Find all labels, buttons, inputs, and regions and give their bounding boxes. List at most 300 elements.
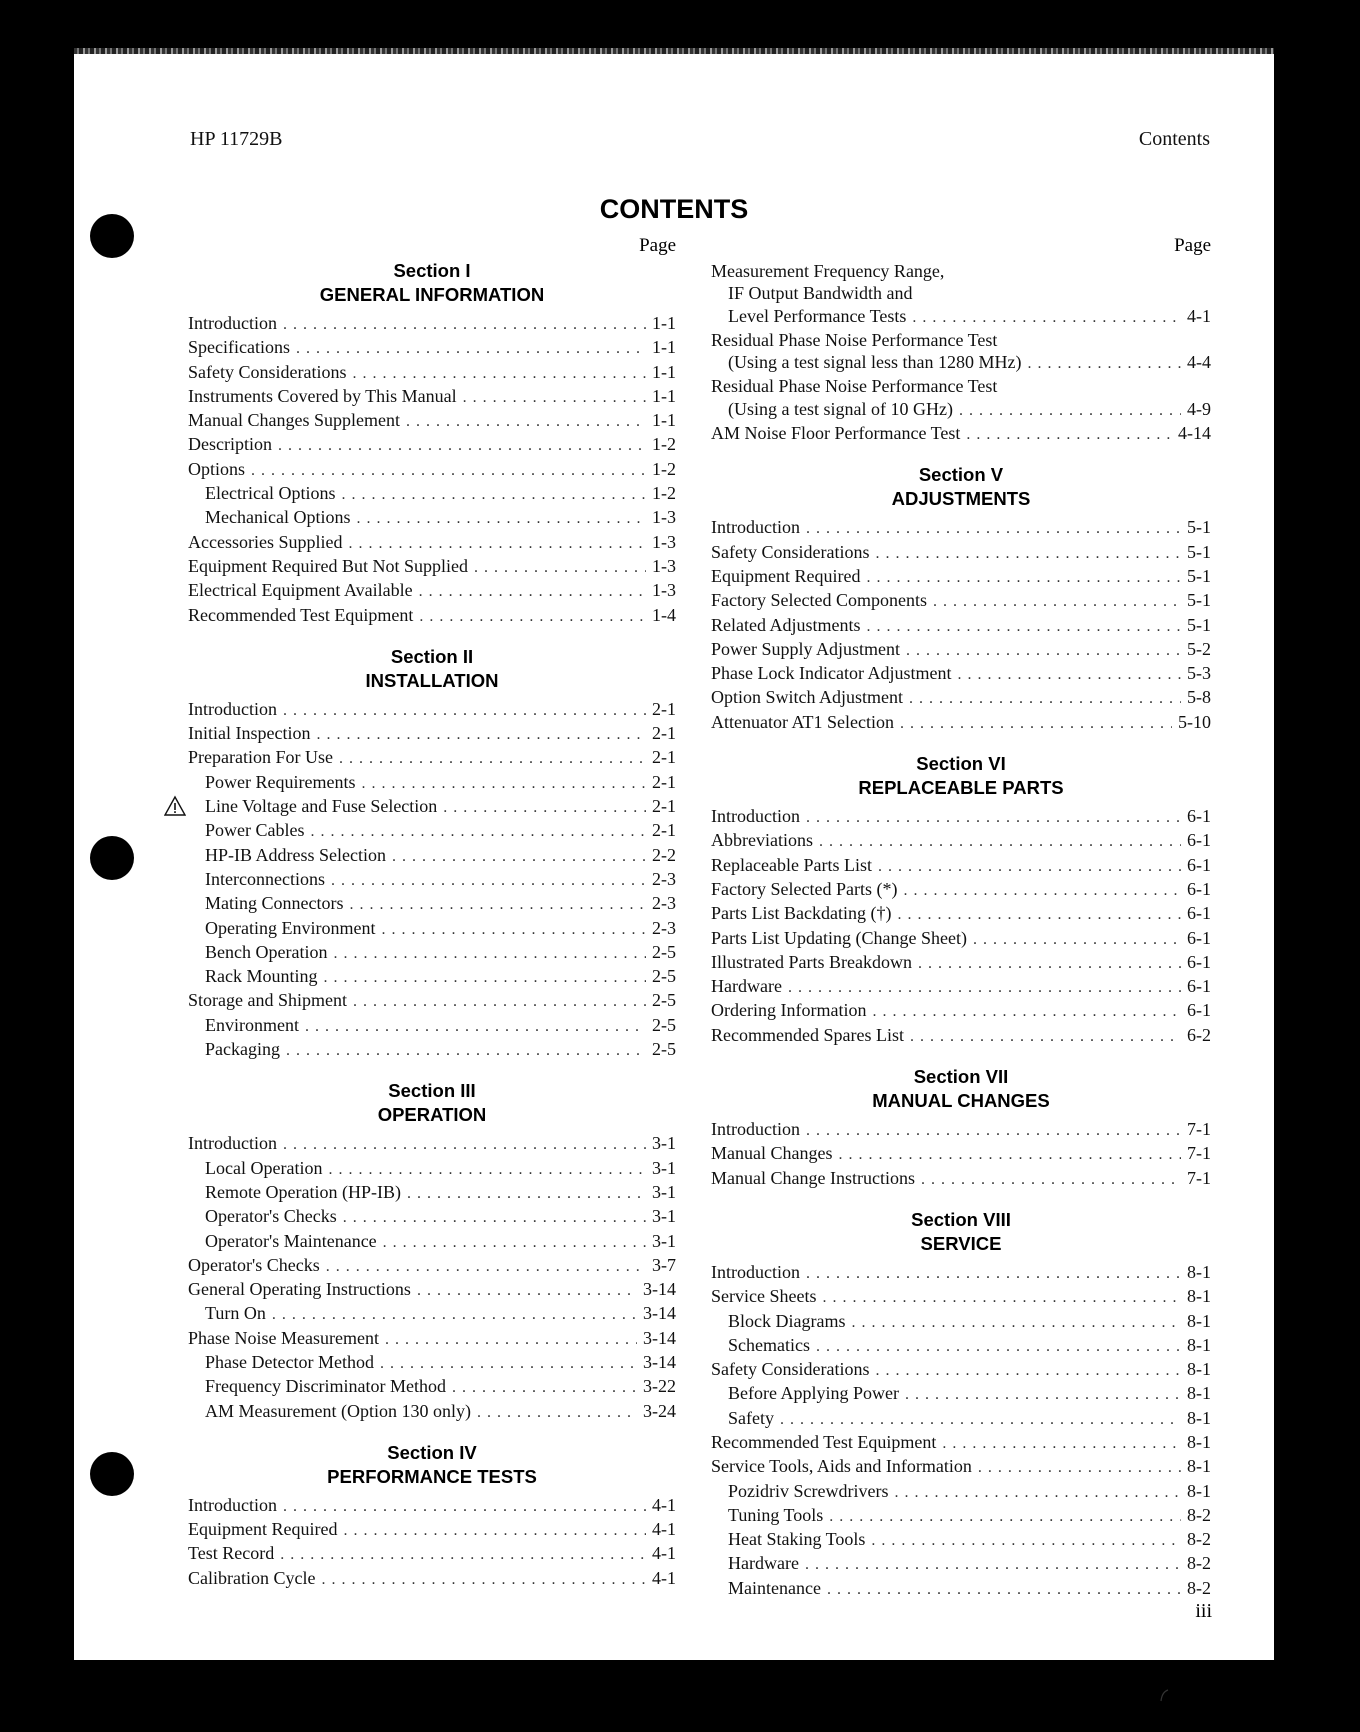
toc-entry[interactable] <box>711 638 1211 662</box>
toc-entry-page: 6-1 <box>1187 927 1211 948</box>
toc-entry[interactable] <box>711 589 1211 613</box>
toc-entry[interactable] <box>188 965 676 989</box>
dot-leader <box>443 797 646 819</box>
toc-entry[interactable] <box>188 604 676 628</box>
toc-entry[interactable] <box>188 361 676 385</box>
toc-section <box>711 464 1211 735</box>
dot-leader <box>872 1001 1181 1023</box>
toc-entry[interactable] <box>711 541 1211 565</box>
toc-entry[interactable] <box>711 1310 1211 1334</box>
toc-entry[interactable] <box>188 746 676 770</box>
toc-entry-page: 2-3 <box>652 893 676 914</box>
toc-entry[interactable] <box>711 854 1211 878</box>
toc-entry-title: Calibration Cycle <box>188 1567 316 1588</box>
dot-leader <box>871 1530 1181 1552</box>
toc-entry-page: 4-1 <box>652 1543 676 1564</box>
dot-leader <box>959 400 1181 422</box>
dot-leader <box>331 870 646 892</box>
toc-entry-title: Power Supply Adjustment <box>711 638 901 659</box>
dot-leader <box>381 919 646 941</box>
toc-entry[interactable] <box>711 1118 1211 1142</box>
toc-entry[interactable] <box>188 722 676 746</box>
dot-leader <box>326 1256 646 1278</box>
toc-right-column <box>711 232 1211 1619</box>
toc-entry[interactable] <box>188 1351 676 1375</box>
dot-leader <box>806 1120 1181 1142</box>
dot-leader <box>918 953 1181 975</box>
toc-entry[interactable] <box>188 1132 676 1156</box>
toc-entry-title: Initial Inspection <box>188 723 311 744</box>
section-heading: GENERAL INFORMATION <box>319 284 545 305</box>
toc-entry-page: 3-22 <box>643 1376 676 1397</box>
toc-entry-title: Mechanical Options <box>205 507 351 528</box>
toc-entry-page: 5-3 <box>1187 663 1211 684</box>
toc-entry[interactable] <box>188 771 676 795</box>
toc-entry[interactable] <box>188 1181 676 1205</box>
dot-leader <box>283 1496 646 1518</box>
toc-entry[interactable] <box>188 1038 676 1062</box>
toc-entry[interactable] <box>188 482 676 506</box>
toc-entry-title: Introduction <box>188 1133 277 1154</box>
toc-entry-title: Related Adjustments <box>711 614 861 635</box>
toc-entry[interactable] <box>188 892 676 916</box>
toc-entry-page: 5-8 <box>1187 687 1211 708</box>
toc-entry-title: Local Operation <box>205 1157 323 1178</box>
toc-entry[interactable] <box>188 868 676 892</box>
dot-leader <box>973 929 1181 951</box>
toc-entry[interactable] <box>711 1334 1211 1358</box>
dot-leader <box>822 1287 1181 1309</box>
toc-entry-page: 2-2 <box>652 844 676 865</box>
toc-entry-title: Power Cables <box>205 820 305 841</box>
section-heading: OPERATION <box>377 1104 487 1126</box>
toc-entry-title: Specifications <box>188 337 290 358</box>
toc-entry-page: 5-2 <box>1187 638 1211 659</box>
toc-entry-title: Description <box>188 434 272 455</box>
warning-triangle-icon <box>164 795 186 817</box>
dot-leader <box>296 338 646 360</box>
toc-entry-title: AM Noise Floor Performance Test <box>711 423 961 444</box>
toc-entry-page: 2-5 <box>652 1014 676 1035</box>
toc-entry[interactable] <box>188 1014 676 1038</box>
toc-entry-title: Power Requirements <box>205 771 356 792</box>
toc-entry-page: 6-1 <box>1187 951 1211 972</box>
toc-entry[interactable] <box>711 829 1211 853</box>
toc-entry[interactable] <box>711 614 1211 638</box>
toc-section <box>711 1066 1211 1191</box>
toc-entry[interactable] <box>711 999 1211 1023</box>
toc-entry[interactable] <box>188 698 676 722</box>
dot-leader <box>361 773 646 795</box>
toc-entry[interactable] <box>711 1285 1211 1309</box>
toc-entry[interactable] <box>711 1577 1211 1601</box>
dot-leader <box>353 991 646 1013</box>
toc-entry[interactable] <box>188 1254 676 1278</box>
toc-entry-title: Instruments Covered by This Manual <box>188 385 457 406</box>
toc-entry-page: 6-2 <box>1187 1024 1211 1045</box>
toc-entry-page: 2-5 <box>652 966 676 987</box>
toc-entry[interactable] <box>711 951 1211 975</box>
section-number: Section VII <box>913 1066 1009 1088</box>
toc-entry-title: Introduction <box>711 517 800 538</box>
dot-leader <box>897 904 1181 926</box>
section-number: Section I <box>393 260 471 281</box>
toc-entry[interactable] <box>188 1375 676 1399</box>
toc-entry[interactable] <box>188 531 676 555</box>
dot-leader <box>875 1360 1181 1382</box>
toc-entry-title: Operator's Checks <box>188 1254 320 1275</box>
toc-entry-title: Accessories Supplied <box>188 531 343 552</box>
dot-leader <box>463 387 646 409</box>
section-heading: INSTALLATION <box>365 669 499 691</box>
section-heading: SERVICE <box>920 1232 1002 1254</box>
toc-entry-page: 1-2 <box>652 434 676 455</box>
toc-entry-page: 2-1 <box>652 820 676 841</box>
toc-entry[interactable] <box>711 1552 1211 1576</box>
page-number: iii <box>1195 1600 1212 1622</box>
toc-section <box>711 753 1211 1048</box>
toc-entry[interactable] <box>188 312 676 336</box>
toc-entry-title: Manual Changes Supplement <box>188 410 400 431</box>
toc-entry-page: 5-1 <box>1187 590 1211 611</box>
toc-entry-page: 8-1 <box>1187 1359 1211 1380</box>
toc-entry-title: Service Tools, Aids and Information <box>711 1456 972 1477</box>
dot-leader <box>251 460 646 482</box>
toc-entry[interactable] <box>188 458 676 482</box>
toc-entry-title: Recommended Test Equipment <box>188 604 414 625</box>
toc-entry-title: Options <box>188 458 246 479</box>
toc-entry-title: Parts List Backdating (†) <box>711 903 892 924</box>
toc-entry[interactable] <box>711 516 1211 540</box>
toc-entry[interactable] <box>711 927 1211 951</box>
toc-entry[interactable] <box>711 878 1211 902</box>
toc-entry[interactable] <box>188 1205 676 1229</box>
dot-leader <box>407 1183 646 1205</box>
toc-entry[interactable] <box>711 1142 1211 1166</box>
toc-entry[interactable] <box>188 1327 676 1351</box>
dot-leader <box>905 1384 1181 1406</box>
toc-entry-title: Preparation For Use <box>188 747 333 768</box>
toc-entry[interactable] <box>711 1407 1211 1431</box>
toc-entry-title: Introduction <box>711 1261 800 1282</box>
toc-entry-page: 5-1 <box>1187 541 1211 562</box>
toc-entry[interactable] <box>188 1157 676 1181</box>
header-section: Contents <box>1138 128 1210 150</box>
dot-leader <box>816 1336 1181 1358</box>
toc-entry-page: 1-3 <box>652 531 676 552</box>
toc-entry-title: (Using a test signal less than 1280 MHz) <box>728 352 1022 373</box>
dot-leader <box>343 1207 646 1229</box>
toc-entry-title: Packaging <box>205 1039 280 1060</box>
toc-entry[interactable] <box>188 1518 676 1542</box>
toc-entry[interactable] <box>711 1261 1211 1285</box>
toc-entry-title: Safety Considerations <box>711 541 870 562</box>
toc-entry-page: 3-14 <box>643 1351 676 1372</box>
dot-leader <box>894 1482 1181 1504</box>
dot-leader <box>912 307 1181 329</box>
toc-entry-page: 6-1 <box>1187 1000 1211 1021</box>
toc-entry-page: 2-1 <box>652 747 676 768</box>
dot-leader <box>942 1433 1181 1455</box>
toc-entry[interactable] <box>188 1542 676 1566</box>
toc-entry-title: Introduction <box>188 1494 277 1515</box>
dot-leader <box>349 894 646 916</box>
dot-leader <box>978 1457 1181 1479</box>
dot-leader <box>477 1402 637 1424</box>
toc-entry[interactable] <box>711 565 1211 589</box>
toc-entry[interactable] <box>711 1382 1211 1406</box>
toc-entry-page: 7-1 <box>1187 1119 1211 1140</box>
dot-leader <box>341 484 646 506</box>
toc-entry[interactable] <box>711 711 1211 735</box>
toc-entry[interactable] <box>188 795 676 819</box>
binder-hole-icon <box>90 836 134 880</box>
toc-entry[interactable] <box>711 1480 1211 1504</box>
toc-entry-title: Service Sheets <box>711 1286 817 1307</box>
dot-leader <box>788 977 1181 999</box>
toc-entry-page: 4-1 <box>652 1567 676 1588</box>
toc-entry-page: 3-1 <box>652 1133 676 1154</box>
toc-entry[interactable] <box>188 385 676 409</box>
dot-leader <box>339 748 646 770</box>
dot-leader <box>452 1377 637 1399</box>
toc-entry-page: 2-1 <box>652 698 676 719</box>
toc-entry-title: Introduction <box>711 806 800 827</box>
toc-entry-title: Electrical Equipment Available <box>188 580 413 601</box>
dot-leader <box>419 606 646 628</box>
toc-entry[interactable] <box>711 902 1211 926</box>
toc-entry[interactable] <box>188 555 676 579</box>
toc-entry-page: 6-1 <box>1187 830 1211 851</box>
dot-leader <box>321 1569 646 1591</box>
toc-entry-page: 3-24 <box>643 1400 676 1421</box>
toc-entry-page: 6-1 <box>1187 878 1211 899</box>
toc-entry-title: Recommended Test Equipment <box>711 1431 937 1452</box>
toc-entry-title: Operating Environment <box>205 917 376 938</box>
toc-entry-line: Measurement Frequency Range, <box>711 261 945 281</box>
toc-entry-title: Remote Operation (HP-IB) <box>205 1181 401 1202</box>
toc-entry[interactable] <box>711 1167 1211 1191</box>
toc-entry-title: Storage and Shipment <box>188 990 347 1011</box>
toc-entry-page: 8-2 <box>1187 1529 1211 1550</box>
toc-entry-title: Equipment Required <box>711 565 861 586</box>
toc-entry-page: 3-1 <box>652 1181 676 1202</box>
toc-entry-line: IF Output Bandwidth and <box>728 283 913 304</box>
dot-leader <box>1027 353 1181 375</box>
toc-entry-page: 8-1 <box>1187 1456 1211 1477</box>
toc-entry[interactable] <box>188 579 676 603</box>
dot-leader <box>966 424 1172 446</box>
toc-entry[interactable] <box>711 422 1211 446</box>
toc-entry[interactable] <box>188 506 676 530</box>
toc-entry-title: Operator's Checks <box>205 1206 337 1227</box>
toc-entry-page: 6-1 <box>1187 806 1211 827</box>
toc-entry-page: 2-1 <box>652 771 676 792</box>
toc-entry[interactable] <box>188 433 676 457</box>
toc-entry-page: 8-1 <box>1187 1480 1211 1501</box>
dot-leader <box>352 363 646 385</box>
toc-entry-page: 6-1 <box>1187 976 1211 997</box>
toc-entry-title: Introduction <box>188 313 277 333</box>
toc-entry-title: Turn On <box>205 1303 266 1324</box>
dot-leader <box>921 1169 1181 1191</box>
toc-entry-page: 1-3 <box>652 507 676 528</box>
dot-leader <box>324 967 647 989</box>
toc-entry[interactable] <box>711 975 1211 999</box>
stray-mark-icon <box>1158 1688 1172 1702</box>
page-top-edge <box>74 48 1274 54</box>
toc-entry[interactable] <box>711 305 1211 329</box>
dot-leader <box>933 591 1181 613</box>
dot-leader <box>417 1280 637 1302</box>
toc-entry-page: 1-2 <box>652 458 676 479</box>
toc-entry-page: 2-3 <box>652 917 676 938</box>
dot-leader <box>819 831 1181 853</box>
dot-leader <box>806 807 1181 829</box>
toc-entry[interactable] <box>188 1494 676 1518</box>
toc-entry-title: Parts List Updating (Change Sheet) <box>711 927 967 948</box>
toc-entry[interactable] <box>711 1431 1211 1455</box>
toc-entry-page: 4-1 <box>652 1494 676 1515</box>
dot-leader <box>392 846 646 868</box>
toc-entry-page: 2-5 <box>652 1039 676 1060</box>
toc-entry[interactable] <box>711 351 1211 375</box>
dot-leader <box>909 688 1181 710</box>
toc-entry-title: Attenuator AT1 Selection <box>711 711 894 732</box>
toc-entry-page: 1-1 <box>652 313 676 333</box>
toc-entry[interactable] <box>188 844 676 868</box>
toc-entry-page: 3-14 <box>643 1279 676 1300</box>
toc-entry-page: 1-1 <box>652 410 676 431</box>
toc-section <box>188 260 676 628</box>
dot-leader <box>305 1016 646 1038</box>
toc-entry-title: Schematics <box>728 1334 810 1355</box>
toc-entry-page: 8-1 <box>1187 1334 1211 1355</box>
toc-section <box>711 1209 1211 1601</box>
toc-entry[interactable] <box>711 1358 1211 1382</box>
toc-entry-title: Abbreviations <box>711 830 813 851</box>
toc-entry[interactable] <box>188 1567 676 1591</box>
section-heading: PERFORMANCE TESTS <box>327 1465 537 1487</box>
toc-entry-page: 8-1 <box>1187 1407 1211 1428</box>
toc-entry[interactable] <box>188 336 676 360</box>
toc-section <box>188 646 676 1062</box>
toc-entry-title: Replaceable Parts List <box>711 854 872 875</box>
dot-leader <box>406 411 646 433</box>
toc-entry-page: 1-1 <box>652 385 676 406</box>
section-number: Section V <box>918 464 1004 486</box>
toc-entry-title: Factory Selected Parts (*) <box>711 878 898 899</box>
toc-entry-page: 1-3 <box>652 580 676 601</box>
toc-entry-title: Phase Noise Measurement <box>188 1327 379 1348</box>
toc-entry-page: 8-2 <box>1187 1577 1211 1598</box>
dot-leader <box>383 1232 646 1254</box>
binder-hole-icon <box>90 1452 134 1496</box>
toc-section <box>188 1080 676 1424</box>
toc-entry-title: Environment <box>205 1014 299 1035</box>
toc-entry-page: 7-1 <box>1187 1167 1211 1188</box>
toc-entry-page: 1-3 <box>652 555 676 576</box>
toc-entry[interactable] <box>188 1230 676 1254</box>
toc-entry-page: 3-1 <box>652 1230 676 1251</box>
toc-entry-title: Frequency Discriminator Method <box>205 1376 446 1397</box>
toc-entry-page: 5-10 <box>1178 711 1211 732</box>
dot-leader <box>343 1520 646 1542</box>
toc-entry[interactable] <box>711 1455 1211 1479</box>
dot-leader <box>283 314 646 336</box>
page-title: CONTENTS <box>599 194 749 224</box>
toc-entry-page: 3-1 <box>652 1206 676 1227</box>
toc-entry[interactable] <box>711 662 1211 686</box>
toc-entry[interactable] <box>188 941 676 965</box>
toc-entry[interactable] <box>711 1528 1211 1552</box>
toc-entry[interactable] <box>188 917 676 941</box>
toc-entry-title: Hardware <box>711 976 782 997</box>
toc-entry-title: Factory Selected Components <box>711 590 927 611</box>
toc-entry[interactable] <box>188 819 676 843</box>
dot-leader <box>875 543 1181 565</box>
toc-entry-title: Maintenance <box>728 1577 821 1598</box>
section-number: Section III <box>388 1080 476 1102</box>
page-column-label: Page <box>1174 235 1211 256</box>
toc-entry-page: 1-1 <box>652 361 676 382</box>
dot-leader <box>806 1263 1181 1285</box>
toc-entry-page: 3-14 <box>643 1303 676 1324</box>
toc-entry-page: 1-1 <box>652 337 676 358</box>
toc-entry-page: 3-14 <box>643 1327 676 1348</box>
toc-entry-title: HP-IB Address Selection <box>205 844 386 865</box>
toc-entry[interactable] <box>188 1302 676 1326</box>
toc-entry-title: Operator's Maintenance <box>205 1230 377 1251</box>
section-heading: ADJUSTMENTS <box>891 488 1031 510</box>
toc-section-continued <box>711 260 1211 446</box>
toc-entry[interactable] <box>188 1278 676 1302</box>
toc-entry-title: Before Applying Power <box>728 1383 899 1404</box>
toc-entry-page: 4-9 <box>1187 398 1211 419</box>
toc-entry-title: Rack Mounting <box>205 966 318 987</box>
dot-leader <box>280 1544 646 1566</box>
toc-entry[interactable] <box>711 1504 1211 1528</box>
toc-entry-title: Equipment Required But Not Supplied <box>188 555 468 576</box>
toc-entry-title: Tuning Tools <box>728 1504 824 1525</box>
toc-entry[interactable] <box>188 409 676 433</box>
toc-entry-page: 4-4 <box>1187 352 1211 373</box>
toc-entry-title: Introduction <box>711 1119 800 1140</box>
toc-entry[interactable] <box>188 989 676 1013</box>
dot-leader <box>286 1040 646 1062</box>
toc-entry-title: Interconnections <box>205 868 325 889</box>
toc-entry[interactable] <box>711 1024 1211 1048</box>
toc-entry[interactable] <box>711 398 1211 422</box>
section-number: Section VI <box>916 753 1006 775</box>
toc-section <box>188 1442 676 1591</box>
toc-entry-title: Heat Staking Tools <box>728 1529 866 1550</box>
toc-entry-page: 5-1 <box>1187 565 1211 586</box>
dot-leader <box>283 700 646 722</box>
dot-leader <box>310 821 646 843</box>
dot-leader <box>278 435 646 457</box>
toc-entry[interactable] <box>711 805 1211 829</box>
section-heading: MANUAL CHANGES <box>872 1090 1050 1112</box>
toc-entry[interactable] <box>188 1400 676 1424</box>
section-number: Section VIII <box>911 1208 1011 1230</box>
header-model: HP 11729B <box>190 128 283 150</box>
toc-entry-title: Ordering Information <box>711 1000 867 1021</box>
toc-entry-title: Option Switch Adjustment <box>711 687 904 708</box>
dot-leader <box>829 1506 1181 1528</box>
toc-entry[interactable] <box>711 686 1211 710</box>
toc-entry-title: Level Performance Tests <box>728 305 907 326</box>
